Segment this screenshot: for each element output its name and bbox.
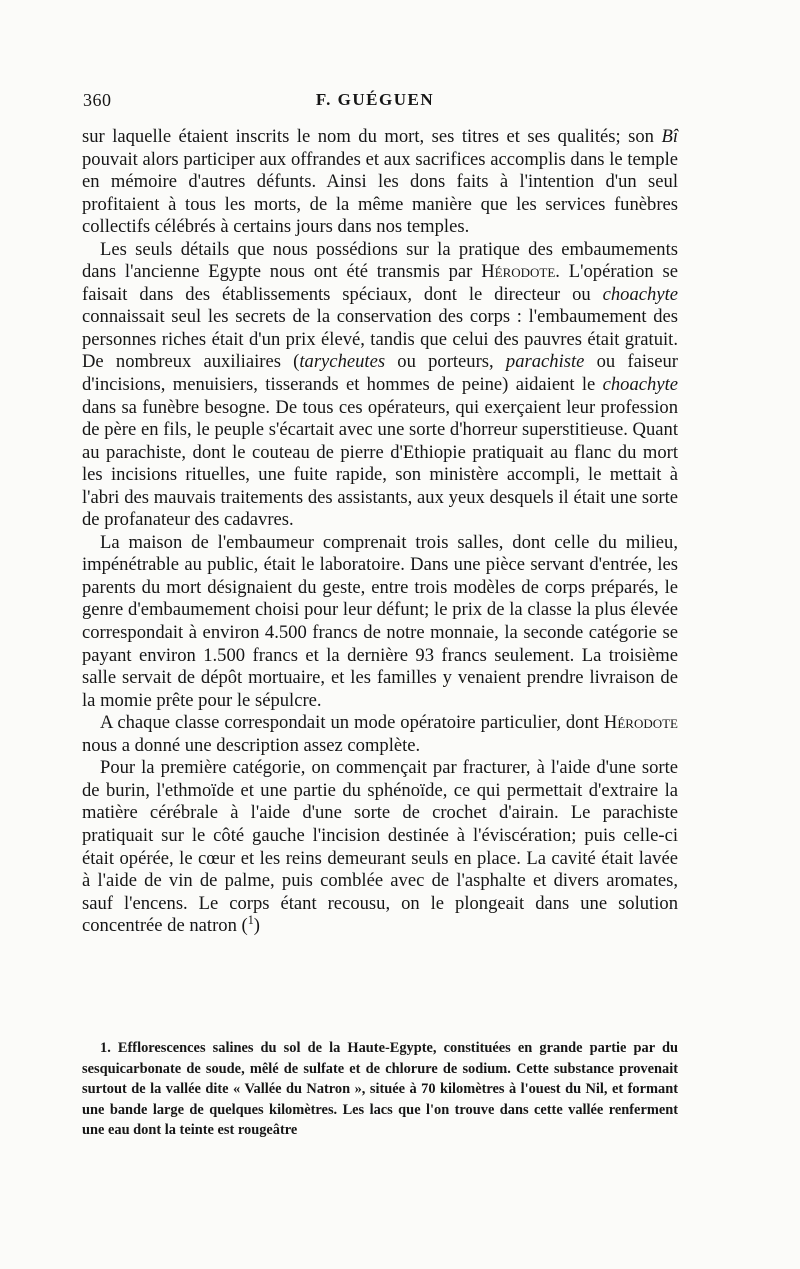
paragraph	[82, 126, 678, 239]
author-name: Hérodote	[603, 712, 678, 734]
text-run: connaissait seul les secrets de la conservation des corps : l'embaumement des personnes riches était d'un prix élevé, tandis que celui des pauvres était gratuit. De nombreux auxiliaires (	[82, 306, 678, 373]
paragraph	[82, 757, 678, 937]
paragraph	[82, 712, 678, 757]
italic-term: tarycheutes	[299, 351, 386, 373]
italic-term: Bî	[661, 126, 678, 147]
page-number: 360	[83, 90, 112, 110]
author-name: Hérodote	[481, 261, 556, 283]
italic-term: choachyte	[602, 374, 678, 396]
text-run: Les seuls détails que nous possédions sur la pratique des embaumements dans l'ancienne Egypte nous ont été transmis par	[82, 238, 678, 283]
text-run: . L'opération se faisait dans des établissements spéciaux, dont le directeur ou	[82, 261, 678, 305]
text-run: A chaque classe correspondait un mode opératoire particulier, dont	[100, 712, 604, 734]
paragraph	[82, 532, 678, 712]
text-run: pouvait alors participer aux offrandes et aux sacrifices accomplis dans le temple en mémoire d'autres défunts. Ainsi les dons faits à l'intention d'un seul profitaient à tous les morts, de la même manière que les services funèbres collectifs célébrés à certains jours dans nos temples.	[82, 148, 678, 238]
text-run: nous a donné une description assez complète.	[82, 734, 421, 756]
paragraph	[82, 239, 678, 532]
text-run: sur laquelle étaient inscrits le nom du mort, ses titres et ses qualités; son	[82, 126, 662, 147]
text-run: dans sa funèbre besogne. De tous ces opérateurs, qui exerçaient leur profession de père en fils, le peuple s'écartait avec une sorte d'horreur superstitieuse. Quant au parachiste, dont le couteau de pierre d'Ethiopie pratiquait au flanc du mort les incisions rituelles, une fuite rapide, son ministère accompli, le mettait à l'abri des mauvais traitements des assistants, aux yeux desquels il était une sorte de profanateur des cadavres.	[82, 396, 678, 531]
text-run: Pour la première catégorie, on commençait par fracturer, à l'aide d'une sorte de burin, l'ethmoïde et une partie du sphénoïde, ce qui permettait d'extraire la matière cérébrale à l'aide d'une sorte de crochet d'airain. Le parachiste pratiquait sur le côté gauche l'incision destinée à l'éviscération; puis celle-ci était opérée, le cœur et les reins demeurant seuls en place. La cavité était lavée à l'aide de vin de palme, puis comblée avec de l'asphalte et divers aromates, sauf l'encens. Le corps étant recousu, on le plongeait dans une solution concentrée de natron (	[82, 757, 678, 937]
text-run: ou porteurs,	[385, 351, 506, 373]
footnote-reference: 1	[247, 912, 254, 927]
running-header	[76, 90, 674, 116]
text-run: )	[253, 915, 260, 937]
body-text	[82, 126, 678, 938]
italic-term: choachyte	[602, 283, 678, 305]
italic-term: parachiste	[505, 351, 585, 373]
running-head-title: F. GUÉGUEN	[315, 90, 435, 109]
footnote	[82, 1038, 678, 1141]
text-run: ou faiseur d'incisions, menuisiers, tisserands et hommes de peine) aidaient le	[82, 351, 678, 396]
text-run: La maison de l'embaumeur comprenait trois salles, dont celle du milieu, impénétrable au public, était le laboratoire. Dans une pièce servant d'entrée, les parents du mort désignaient du geste, entre trois modèles de corps préparés, le genre d'embaumement choisi pour leur défunt; le prix de la classe la plus élevée correspondait à environ 4.500 francs de notre monnaie, la seconde catégorie se payant environ 1.500 francs et la dernière 93 francs seulement. La troisième salle servait de dépôt mortuaire, et les familles y venaient prendre livraison de la momie prête pour le sépulcre.	[82, 531, 678, 711]
text-run: 1. Efflorescences salines du sol de la Haute-Egypte, constituées en grande partie par du sesquicarbonate de soude, mêlé de sulfate et de chlorure de sodium. Cette substance provenait surtout de la vallée dite « Vallée du Natron », située à 70 kilomètres à l'ouest du Nil, et formant une bande large de quelques kilomètres. Les lacs que l'on trouve dans cette vallée renferment une eau dont la teinte est rougeâtre	[82, 1040, 678, 1138]
footnotes	[82, 1038, 678, 1141]
